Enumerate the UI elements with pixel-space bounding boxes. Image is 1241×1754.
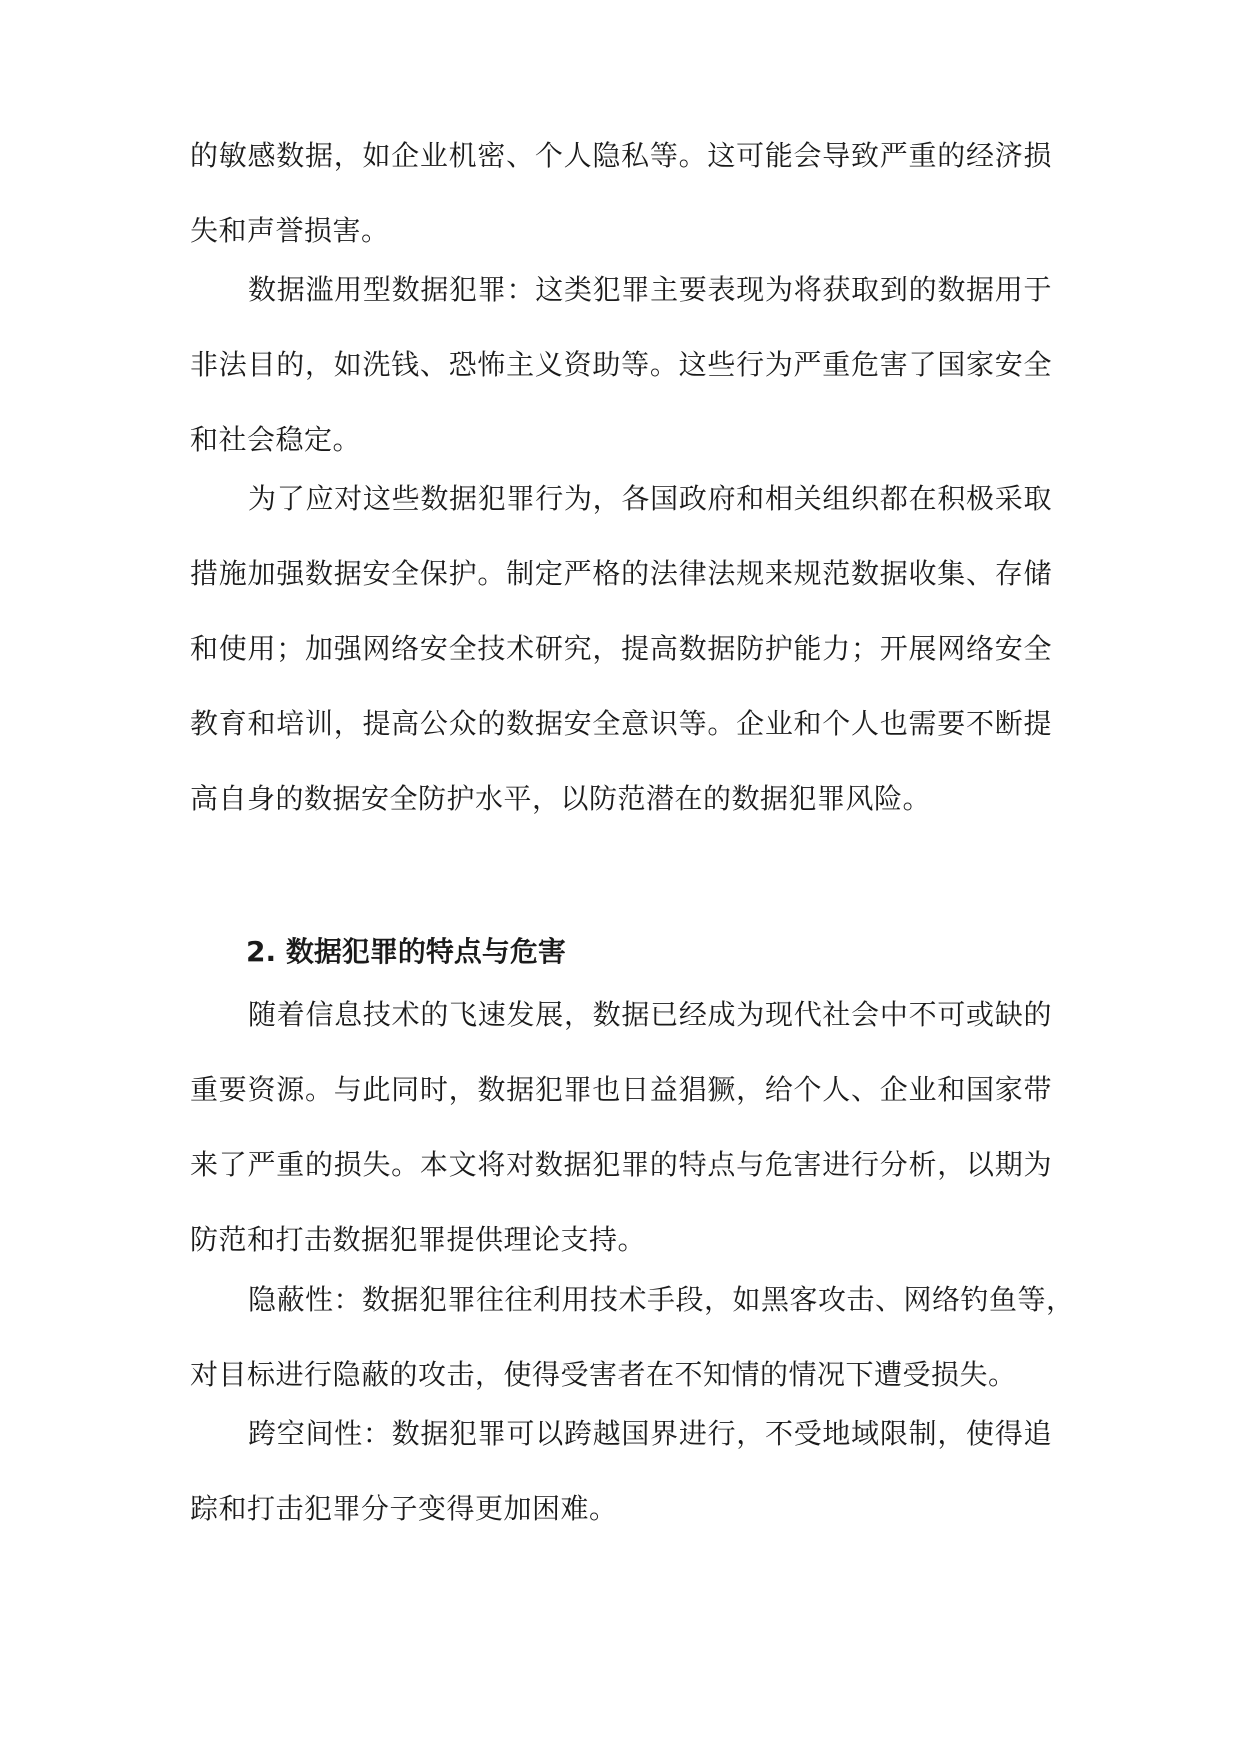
paragraph-line: 高自身的数据安全防护水平，以防范潜在的数据犯罪风险。 [190,782,932,815]
section-heading: 2. 数据犯罪的特点与危害 [246,935,566,968]
paragraph-line: 和使用；加强网络安全技术研究，提高数据防护能力；开展网络安全 [190,632,1052,665]
paragraph-line: 教育和培训，提高公众的数据安全意识等。企业和个人也需要不断提 [190,707,1052,740]
paragraph-line: 踪和打击犯罪分子变得更加困难。 [190,1492,618,1525]
paragraph-line: 措施加强数据安全保护。制定严格的法律法规来规范数据收集、存储 [190,557,1052,590]
paragraph-3 [190,461,1052,836]
paragraph-line: 防范和打击数据犯罪提供理论支持。 [190,1223,647,1256]
paragraph-line: 隐蔽性：数据犯罪往往利用技术手段，如黑客攻击、网络钓鱼等， [248,1283,1075,1316]
paragraph-line: 重要资源。与此同时，数据犯罪也日益猖獗，给个人、企业和国家带 [190,1073,1052,1106]
paragraph-4 [190,977,1052,1277]
paragraph-line: 为了应对这些数据犯罪行为，各国政府和相关组织都在积极采取 [248,482,1052,515]
paragraph-line: 跨空间性：数据犯罪可以跨越国界进行，不受地域限制，使得追 [248,1417,1052,1450]
paragraph-line: 随着信息技术的飞速发展，数据已经成为现代社会中不可或缺的 [248,998,1052,1031]
paragraph-line: 的敏感数据，如企业机密、个人隐私等。这可能会导致严重的经济损 [190,139,1052,172]
paragraph-line: 失和声誉损害。 [190,214,390,247]
paragraph-5 [190,1262,1075,1412]
paragraph-6 [190,1396,1052,1546]
paragraph-line: 数据滥用型数据犯罪：这类犯罪主要表现为将获取到的数据用于 [248,273,1052,306]
paragraph-line: 非法目的，如洗钱、恐怖主义资助等。这些行为严重危害了国家安全 [190,348,1052,381]
paragraph-1 [190,118,1052,268]
paragraph-line: 和社会稳定。 [190,423,362,456]
paragraph-2 [190,252,1052,477]
paragraph-line: 对目标进行隐蔽的攻击，使得受害者在不知情的情况下遭受损失。 [190,1358,1017,1391]
paragraph-line: 来了严重的损失。本文将对数据犯罪的特点与危害进行分析，以期为 [190,1148,1052,1181]
